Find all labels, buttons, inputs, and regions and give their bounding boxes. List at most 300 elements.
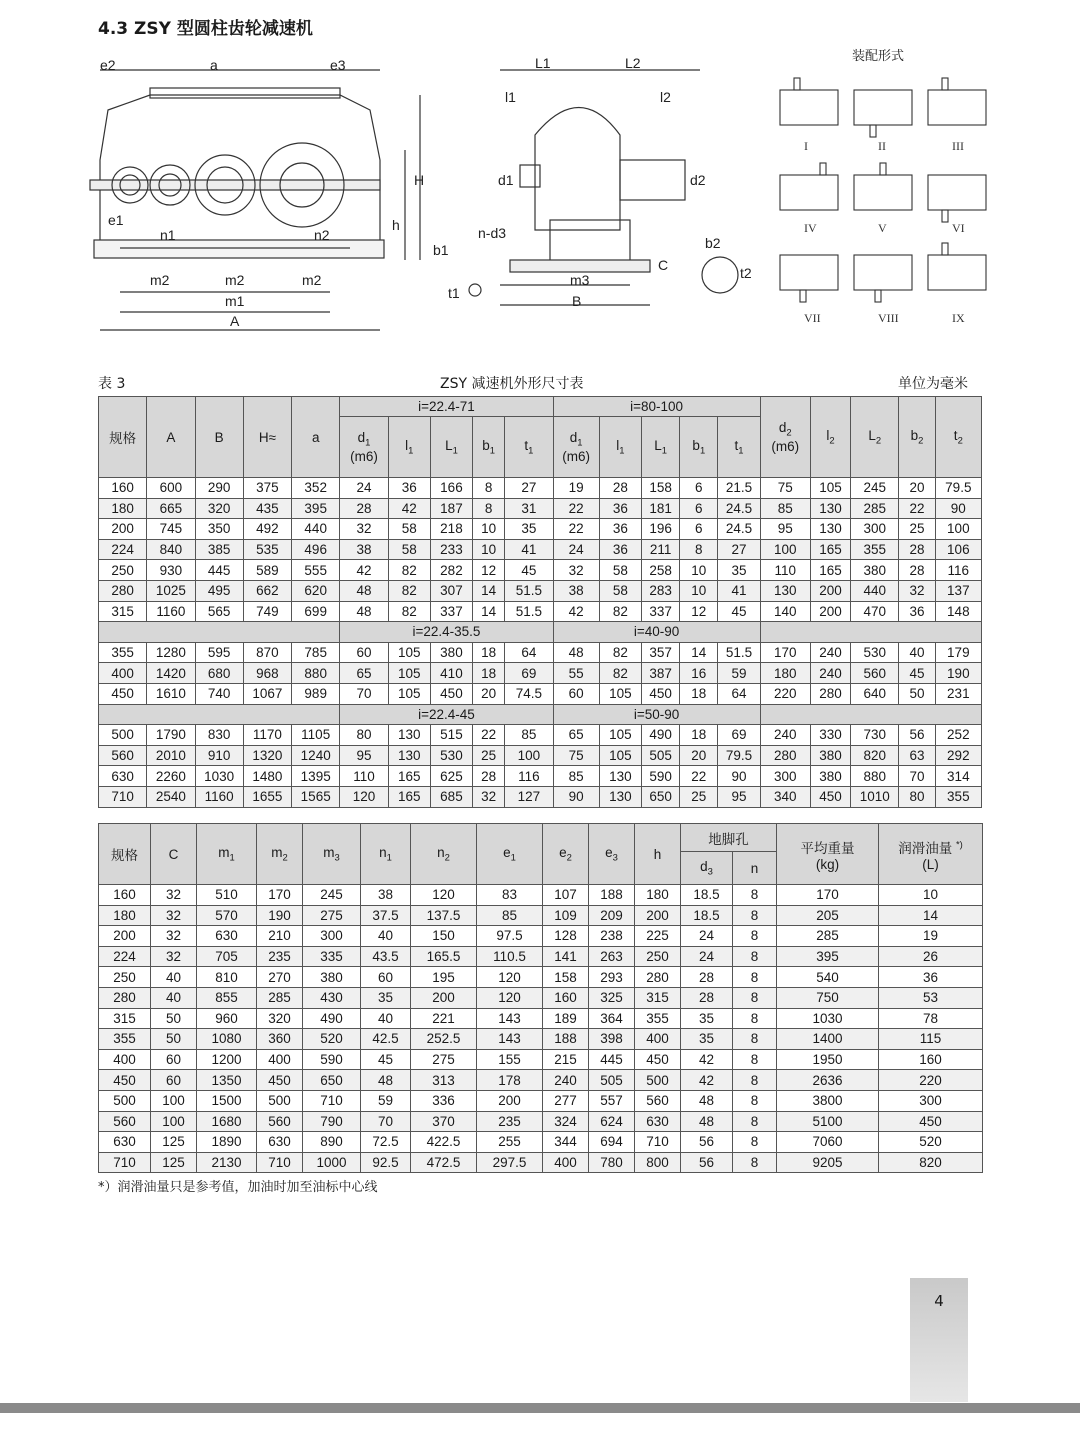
assembly-form-9: IX (952, 311, 965, 325)
table-cell: 95 (760, 519, 810, 540)
table-cell: 565 (195, 601, 243, 622)
col-L1-b: $L_1$ (642, 417, 680, 478)
table-cell: 400 (99, 1049, 151, 1070)
table-cell: 450 (642, 683, 680, 704)
table-cell: 710 (257, 1152, 303, 1173)
table-cell: 235 (257, 946, 303, 967)
table-cell: 8 (733, 1132, 777, 1153)
table-cell: 344 (543, 1132, 589, 1153)
table-cell: 180 (635, 885, 681, 906)
unit-note: 单位为毫米 (898, 376, 968, 392)
col-d1-a: $d_1$ (m6) (340, 417, 388, 478)
table-cell: 158 (642, 478, 680, 499)
col-t1-a: $t_1$ (505, 417, 553, 478)
table-cell: 380 (851, 560, 899, 581)
table-cell: 38 (340, 539, 388, 560)
table-cell: 8 (680, 539, 718, 560)
table-cell: 220 (760, 683, 810, 704)
table-cell: 12 (680, 601, 718, 622)
table-cell: 35 (681, 1029, 733, 1050)
table-cell: 116 (935, 560, 981, 581)
table-cell: 95 (718, 786, 760, 807)
table-cell: 470 (851, 601, 899, 622)
table-cell: 880 (851, 766, 899, 787)
table-cell: 650 (642, 786, 680, 807)
table-cell: 355 (99, 642, 147, 663)
label-d1: d1 (498, 172, 514, 188)
table-cell: 245 (303, 885, 361, 906)
table-label: 表 3 (98, 376, 126, 392)
table-cell: 42.5 (361, 1029, 411, 1050)
col-d2: $d_2$ (m6) (760, 397, 810, 478)
table-cell: 7060 (777, 1132, 879, 1153)
table-cell: 699 (292, 601, 340, 622)
table-cell: 188 (589, 885, 635, 906)
table-cell: 285 (851, 498, 899, 519)
table-cell: 1610 (147, 683, 195, 704)
table-cell: 8 (733, 1070, 777, 1091)
table-cell: 90 (553, 786, 599, 807)
table-cell: 300 (303, 926, 361, 947)
table-cell: 855 (197, 987, 257, 1008)
table-cell: 364 (589, 1008, 635, 1029)
table-cell: 250 (99, 967, 151, 988)
table-cell: 300 (879, 1090, 983, 1111)
table-cell: 28 (473, 766, 505, 787)
table-cell: 1170 (243, 725, 291, 746)
table-cell: 224 (99, 946, 151, 967)
table-cell: 35 (681, 1008, 733, 1029)
table-cell: 340 (760, 786, 810, 807)
table-cell: 85 (477, 905, 543, 926)
table-cell: 395 (292, 498, 340, 519)
table-cell: 337 (642, 601, 680, 622)
table-cell: 125 (151, 1152, 197, 1173)
table-cell: 1000 (303, 1152, 361, 1173)
table-cell: 280 (760, 745, 810, 766)
table-cell: 200 (99, 926, 151, 947)
table-cell: 8 (733, 905, 777, 926)
table-cell: 82 (388, 580, 430, 601)
table-cell: 10 (879, 885, 983, 906)
table-cell: 8 (733, 1090, 777, 1111)
table-cell: 400 (257, 1049, 303, 1070)
table-cell: 745 (147, 519, 195, 540)
table-cell: 18 (473, 642, 505, 663)
table-cell: 105 (810, 478, 850, 499)
table-cell: 85 (760, 498, 810, 519)
table-cell: 48 (553, 642, 599, 663)
col-C: C (151, 824, 197, 885)
table-cell: 205 (777, 905, 879, 926)
table-cell: 335 (303, 946, 361, 967)
table-cell: 640 (851, 683, 899, 704)
table-cell: 53 (879, 987, 983, 1008)
label-m3: m3 (570, 272, 590, 288)
label-C: C (658, 257, 669, 273)
label-A: A (230, 313, 240, 329)
table-cell: 150 (411, 926, 477, 947)
table-cell: 56 (681, 1152, 733, 1173)
table-cell: 32 (151, 905, 197, 926)
table-cell: 1010 (851, 786, 899, 807)
section-title: 4.3 ZSY 型圆柱齿轮减速机 (98, 19, 313, 39)
table-cell: 120 (411, 885, 477, 906)
col-b1-b: $b_1$ (680, 417, 718, 478)
table-cell: 179 (935, 642, 981, 663)
table-cell: 20 (680, 745, 718, 766)
col-spec: 规格 (99, 397, 147, 478)
table-cell: 450 (99, 683, 147, 704)
table-cell: 355 (851, 539, 899, 560)
table-cell: 740 (195, 683, 243, 704)
table-cell: 32 (340, 519, 388, 540)
table-cell: 1030 (195, 766, 243, 787)
table-cell: 35 (361, 987, 411, 1008)
table-cell: 50 (899, 683, 935, 704)
table-cell: 780 (589, 1152, 635, 1173)
table-cell: 620 (292, 580, 340, 601)
table-cell: 79.5 (718, 745, 760, 766)
col-n1: $n_1$ (361, 824, 411, 885)
assembly-forms (780, 48, 986, 325)
col-a: a (292, 397, 340, 478)
table-cell: 165 (388, 786, 430, 807)
table-cell: 910 (195, 745, 243, 766)
table-cell: 320 (195, 498, 243, 519)
table-cell: 3800 (777, 1090, 879, 1111)
table-cell: 2540 (147, 786, 195, 807)
table-cell: 130 (810, 519, 850, 540)
table-cell: 680 (195, 663, 243, 684)
table-cell: 105 (388, 663, 430, 684)
table-cell: 166 (430, 478, 472, 499)
col-L1-a: $L_1$ (430, 417, 472, 478)
table-cell: 32 (899, 580, 935, 601)
table-cell: 45 (361, 1049, 411, 1070)
table-cell: 221 (411, 1008, 477, 1029)
table-cell: 810 (197, 967, 257, 988)
table-cell: 28 (340, 498, 388, 519)
table-cell: 36 (599, 519, 641, 540)
table-cell: 196 (642, 519, 680, 540)
table-cell: 336 (411, 1090, 477, 1111)
table-cell: 694 (589, 1132, 635, 1153)
table-cell: 40 (361, 1008, 411, 1029)
table-cell: 240 (810, 642, 850, 663)
table-cell: 445 (195, 560, 243, 581)
table-cell: 380 (810, 766, 850, 787)
footnote: *）润滑油量只是参考值，加油时加至油标中心线 (98, 1180, 378, 1195)
table-cell: 2260 (147, 766, 195, 787)
table-cell: 730 (851, 725, 899, 746)
table-cell: 400 (543, 1152, 589, 1173)
table-row (99, 946, 983, 967)
table-cell: 20 (473, 683, 505, 704)
table-cell: 90 (718, 766, 760, 787)
table-cell: 350 (195, 519, 243, 540)
table-row (99, 1029, 983, 1050)
table-cell: 190 (257, 905, 303, 926)
table-cell: 280 (99, 580, 147, 601)
table-cell: 180 (760, 663, 810, 684)
table-cell: 505 (589, 1070, 635, 1091)
table-cell: 395 (777, 946, 879, 967)
table-row (99, 560, 982, 581)
table-cell: 110 (760, 560, 810, 581)
table-cell: 100 (151, 1090, 197, 1111)
table-cell: 560 (257, 1111, 303, 1132)
page-number: 4 (934, 1292, 944, 1310)
assembly-form-2: II (878, 139, 886, 153)
table-cell: 22 (553, 498, 599, 519)
col-H: H≈ (243, 397, 291, 478)
table-cell: 8 (733, 1152, 777, 1173)
col-weight: 平均重量 (kg) (777, 824, 879, 885)
table-cell: 8 (733, 967, 777, 988)
table-cell: 40 (151, 967, 197, 988)
table-cell: 6 (680, 519, 718, 540)
table-cell: 1400 (777, 1029, 879, 1050)
table-cell: 315 (635, 987, 681, 1008)
table-cell: 35 (718, 560, 760, 581)
table-cell: 224 (99, 539, 147, 560)
table-cell: 1080 (197, 1029, 257, 1050)
table-cell: 165 (810, 539, 850, 560)
table-cell: 820 (851, 745, 899, 766)
table-cell: 10 (473, 519, 505, 540)
table-cell: 107 (543, 885, 589, 906)
table-cell: 27 (718, 539, 760, 560)
table-cell: 258 (642, 560, 680, 581)
label-m1: m1 (225, 293, 245, 309)
table-row (99, 683, 982, 704)
table-cell: 1655 (243, 786, 291, 807)
col-m2: $m_2$ (257, 824, 303, 885)
table-cell: 18 (680, 683, 718, 704)
table-cell: 560 (99, 745, 147, 766)
table-cell: 2010 (147, 745, 195, 766)
label-a: a (210, 57, 218, 73)
table-cell: 492 (243, 519, 291, 540)
label-t1: t1 (448, 285, 460, 301)
table-cell: 143 (477, 1029, 543, 1050)
table-cell: 398 (589, 1029, 635, 1050)
table-cell: 24 (340, 478, 388, 499)
table-cell: 630 (99, 766, 147, 787)
table-cell: 240 (543, 1070, 589, 1091)
table-cell: 130 (760, 580, 810, 601)
table-cell: 8 (733, 1049, 777, 1070)
table-cell: 70 (361, 1111, 411, 1132)
table-cell: 20 (899, 478, 935, 499)
table-cell: 840 (147, 539, 195, 560)
table-cell: 120 (340, 786, 388, 807)
table-cell: 625 (430, 766, 472, 787)
table-cell: 375 (243, 478, 291, 499)
table-cell: 22 (899, 498, 935, 519)
table4-head (99, 824, 983, 885)
table-cell: 37.5 (361, 905, 411, 926)
table-cell: 65 (340, 663, 388, 684)
table-cell: 1025 (147, 580, 195, 601)
table-cell: 100 (760, 539, 810, 560)
table-cell: 440 (292, 519, 340, 540)
col-e3: $e_3$ (589, 824, 635, 885)
table-cell: 28 (599, 478, 641, 499)
table-cell: 60 (361, 967, 411, 988)
table-cell: 282 (430, 560, 472, 581)
table-cell: 1350 (197, 1070, 257, 1091)
table-cell: 116 (505, 766, 553, 787)
table-cell: 500 (99, 725, 147, 746)
table-cell: 69 (505, 663, 553, 684)
label-m2-b: m2 (225, 272, 245, 288)
table-cell: 650 (303, 1070, 361, 1091)
col-d3: $d_3$ (681, 852, 733, 885)
table3-body (99, 397, 982, 478)
table-cell: 665 (147, 498, 195, 519)
label-e2: e2 (100, 57, 116, 73)
table-cell: 275 (411, 1049, 477, 1070)
col-n: n (733, 852, 777, 885)
table-cell: 496 (292, 539, 340, 560)
table-cell: 8 (733, 1029, 777, 1050)
table-cell: 1565 (292, 786, 340, 807)
table-cell: 315 (99, 1008, 151, 1029)
table-cell: 220 (879, 1070, 983, 1091)
table-cell: 188 (543, 1029, 589, 1050)
table-cell: 930 (147, 560, 195, 581)
table-cell: 18 (680, 725, 718, 746)
table-cell: 255 (477, 1132, 543, 1153)
table-cell: 82 (599, 642, 641, 663)
table-cell: 14 (879, 905, 983, 926)
table-cell: 2636 (777, 1070, 879, 1091)
table-cell: 32 (151, 926, 197, 947)
table-cell: 8 (473, 478, 505, 499)
table-cell: 450 (810, 786, 850, 807)
table-cell: 56 (899, 725, 935, 746)
table-cell: 70 (899, 766, 935, 787)
table-cell: 83 (477, 885, 543, 906)
table-cell: 190 (935, 663, 981, 684)
table-cell: 25 (680, 786, 718, 807)
reducer-drawings (80, 40, 1000, 340)
table-cell: 25 (473, 745, 505, 766)
table-cell: 450 (879, 1111, 983, 1132)
table-cell: 69 (718, 725, 760, 746)
table-cell: 40 (361, 926, 411, 947)
table-row (99, 498, 982, 519)
table-cell: 960 (197, 1008, 257, 1029)
table-cell: 600 (147, 478, 195, 499)
table-cell: 24.5 (718, 519, 760, 540)
table-cell: 75 (553, 745, 599, 766)
table-cell: 880 (292, 663, 340, 684)
col-m1: $m_1$ (197, 824, 257, 885)
table-cell: 58 (599, 580, 641, 601)
table-cell: 290 (195, 478, 243, 499)
table-cell: 560 (99, 1111, 151, 1132)
dimension-table (98, 396, 982, 808)
table-cell: 1890 (197, 1132, 257, 1153)
table-cell: 27 (505, 478, 553, 499)
col-l2: $l_2$ (810, 397, 850, 478)
label-e3: e3 (330, 57, 346, 73)
col-B: B (195, 397, 243, 478)
table-row (99, 1111, 983, 1132)
table-cell: 5100 (777, 1111, 879, 1132)
table-cell: 410 (430, 663, 472, 684)
table-cell: 32 (553, 560, 599, 581)
table-cell: 685 (430, 786, 472, 807)
table-cell: 890 (303, 1132, 361, 1153)
table-cell: 42 (340, 560, 388, 581)
table-cell: 500 (99, 1090, 151, 1111)
table-cell: 589 (243, 560, 291, 581)
table-cell: 263 (589, 946, 635, 967)
table-row (99, 745, 982, 766)
table-cell: 314 (935, 766, 981, 787)
table-cell: 352 (292, 478, 340, 499)
table-cell: 58 (599, 560, 641, 581)
table-cell: 180 (99, 905, 151, 926)
table-cell: 590 (642, 766, 680, 787)
col-e2: $e_2$ (543, 824, 589, 885)
table-cell: 245 (851, 478, 899, 499)
table-cell: 48 (681, 1090, 733, 1111)
table-cell: 200 (477, 1090, 543, 1111)
table-cell: 128 (543, 926, 589, 947)
table-cell: 36 (899, 601, 935, 622)
table-cell: 535 (243, 539, 291, 560)
table-cell: 60 (340, 642, 388, 663)
table-row (99, 926, 983, 947)
table-cell: 500 (257, 1090, 303, 1111)
table-cell: 40 (151, 987, 197, 1008)
table-cell: 115 (879, 1029, 983, 1050)
table-row (99, 1152, 983, 1173)
assembly-form-6: VI (952, 221, 965, 235)
table-cell: 400 (635, 1029, 681, 1050)
ratio-group-a3: i=22.4-45 (340, 704, 553, 725)
table-cell: 148 (935, 601, 981, 622)
ratio-group-a1: i=22.4-71 (340, 397, 553, 417)
table-cell: 24 (681, 926, 733, 947)
table-cell: 450 (99, 1070, 151, 1091)
table-cell: 59 (361, 1090, 411, 1111)
col-b2: $b_2$ (899, 397, 935, 478)
table-cell: 42 (681, 1070, 733, 1091)
table-cell: 41 (505, 539, 553, 560)
table-cell: 380 (810, 745, 850, 766)
col-m3: $m_3$ (303, 824, 361, 885)
table-cell: 25 (899, 519, 935, 540)
table-cell: 277 (543, 1090, 589, 1111)
table-cell: 252 (935, 725, 981, 746)
table-cell: 560 (851, 663, 899, 684)
table-cell: 170 (257, 885, 303, 906)
table-cell: 130 (388, 725, 430, 746)
table-cell: 1480 (243, 766, 291, 787)
table-cell: 800 (635, 1152, 681, 1173)
table-row (99, 1132, 983, 1153)
table-cell: 1680 (197, 1111, 257, 1132)
table-cell: 19 (879, 926, 983, 947)
table-cell: 360 (257, 1029, 303, 1050)
table-cell: 200 (810, 601, 850, 622)
